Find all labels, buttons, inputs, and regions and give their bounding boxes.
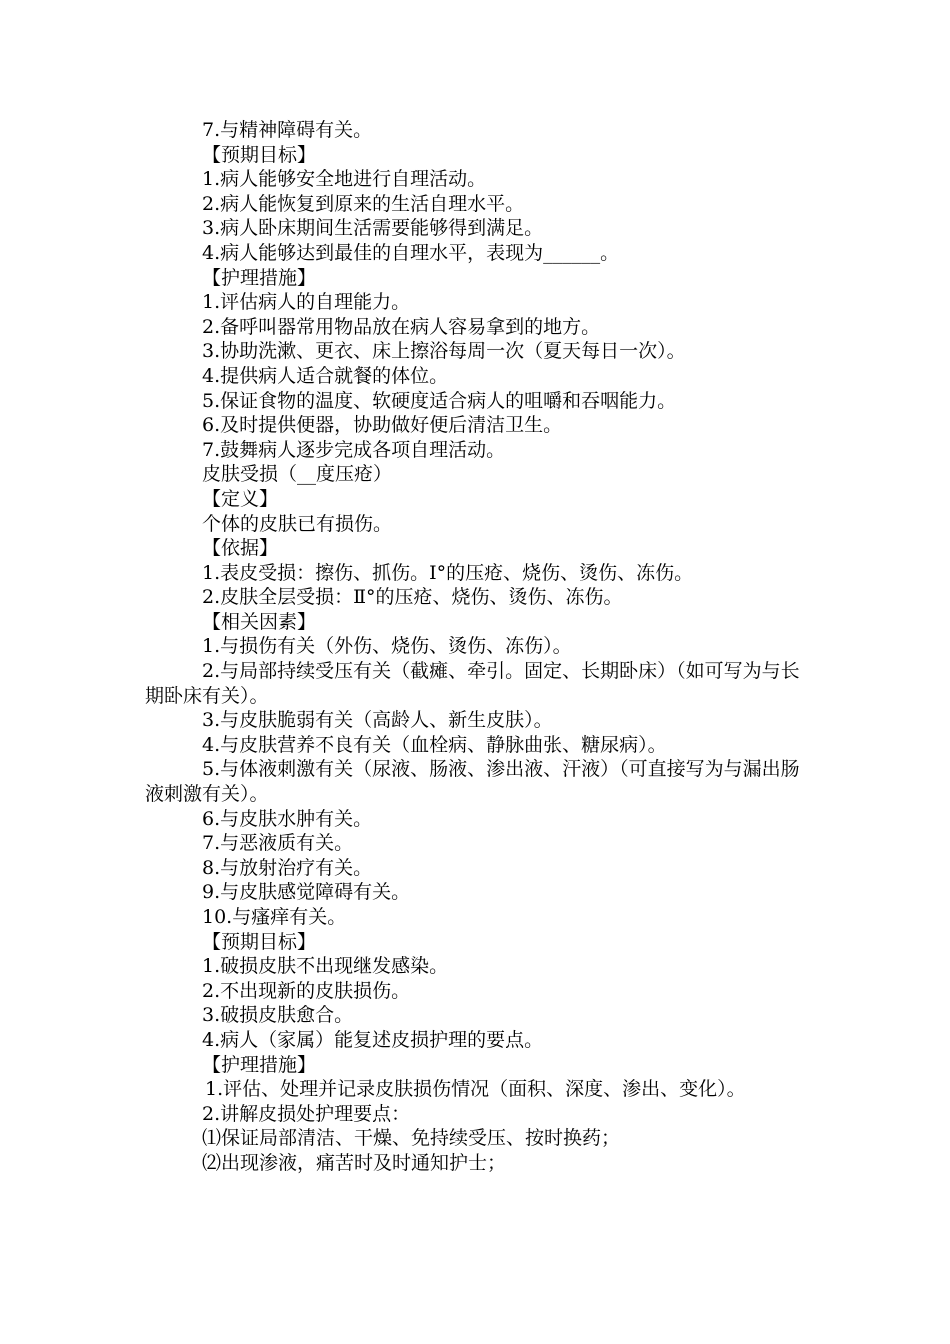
section-heading: 【定义】 xyxy=(202,487,279,510)
text-line: 1.表皮受损：擦伤、抓伤。Ⅰ°的压疮、烧伤、烫伤、冻伤。 xyxy=(202,561,694,584)
text-line: 4.与皮肤营养不良有关（血栓病、静脉曲张、糖尿病）。 xyxy=(202,733,667,756)
text-line: 5.保证食物的温度、软硬度适合病人的咀嚼和吞咽能力。 xyxy=(202,389,677,412)
text-line: 6.与皮肤水肿有关。 xyxy=(202,807,373,830)
text-line: ⑵出现渗液，痛苦时及时通知护士； xyxy=(202,1151,507,1174)
section-heading: 【预期目标】 xyxy=(202,143,317,166)
section-heading: 【依据】 xyxy=(202,537,279,560)
text-line: 8.与放射治疗有关。 xyxy=(202,856,373,879)
text-line: ⑴保证局部清洁、干燥、免持续受压、按时换药； xyxy=(202,1127,621,1150)
text-line: 2.讲解皮损处护理要点： xyxy=(202,1102,411,1125)
text-line: 3.病人卧床期间生活需要能够得到满足。 xyxy=(202,217,544,240)
section-heading: 【相关因素】 xyxy=(202,610,317,633)
text-line: 1.评估、处理并记录皮肤损伤情况（面积、深度、渗出、变化）。 xyxy=(205,1078,746,1101)
text-line: 7.与恶液质有关。 xyxy=(202,832,354,855)
text-line: 3.协助洗漱、更衣、床上擦浴每周一次（夏天每日一次）。 xyxy=(202,340,686,363)
text-line: 2.病人能恢复到原来的生活自理水平。 xyxy=(202,192,525,215)
text-line: 3.与皮肤脆弱有关（高龄人、新生皮肤）。 xyxy=(202,709,553,732)
text-line: 6.及时提供便器，协助做好便后清洁卫生。 xyxy=(202,414,563,437)
section-heading: 【护理措施】 xyxy=(202,266,317,289)
text-line: 2.皮肤全层受损：Ⅱ°的压疮、烧伤、烫伤、冻伤。 xyxy=(202,586,623,609)
text-line: 个体的皮肤已有损伤。 xyxy=(202,512,393,535)
text-line: 4.病人能够达到最佳的自理水平，表现为______。 xyxy=(202,241,620,264)
text-line: 3.破损皮肤愈合。 xyxy=(202,1004,354,1027)
text-line: 2.与局部持续受压有关（截瘫、牵引。固定、长期卧床）（如可写为与长期卧床有关）。 xyxy=(145,660,800,707)
text-line: 1.病人能够安全地进行自理活动。 xyxy=(202,168,487,191)
text-line: 4.提供病人适合就餐的体位。 xyxy=(202,364,449,387)
text-line: 4.病人（家属）能复述皮损护理的要点。 xyxy=(202,1028,544,1051)
topic-title: 皮肤受损（__度压疮） xyxy=(202,463,393,486)
document-body xyxy=(145,118,810,1176)
text-line: 1.评估病人的自理能力。 xyxy=(202,291,411,314)
text-line: 10.与瘙痒有关。 xyxy=(202,906,347,928)
text-line: 5.与体液刺激有关（尿液、肠液、渗出液、汗液）（可直接写为与漏出肠液刺激有关）。 xyxy=(145,758,800,806)
text-line: 9.与皮肤感觉障碍有关。 xyxy=(202,881,411,904)
text-line: 2.备呼叫器常用物品放在病人容易拿到的地方。 xyxy=(202,315,601,338)
text-line: 1.与损伤有关（外伤、烧伤、烫伤、冻伤）。 xyxy=(202,635,572,658)
text-line: 1.破损皮肤不出现继发感染。 xyxy=(202,955,449,978)
section-heading: 【护理措施】 xyxy=(202,1053,317,1076)
text-line: 7.与精神障碍有关。 xyxy=(202,119,373,141)
text-line: 7.鼓舞病人逐步完成各项自理活动。 xyxy=(202,438,506,461)
section-heading: 【预期目标】 xyxy=(202,930,317,953)
text-line: 2.不出现新的皮肤损伤。 xyxy=(202,979,411,1002)
